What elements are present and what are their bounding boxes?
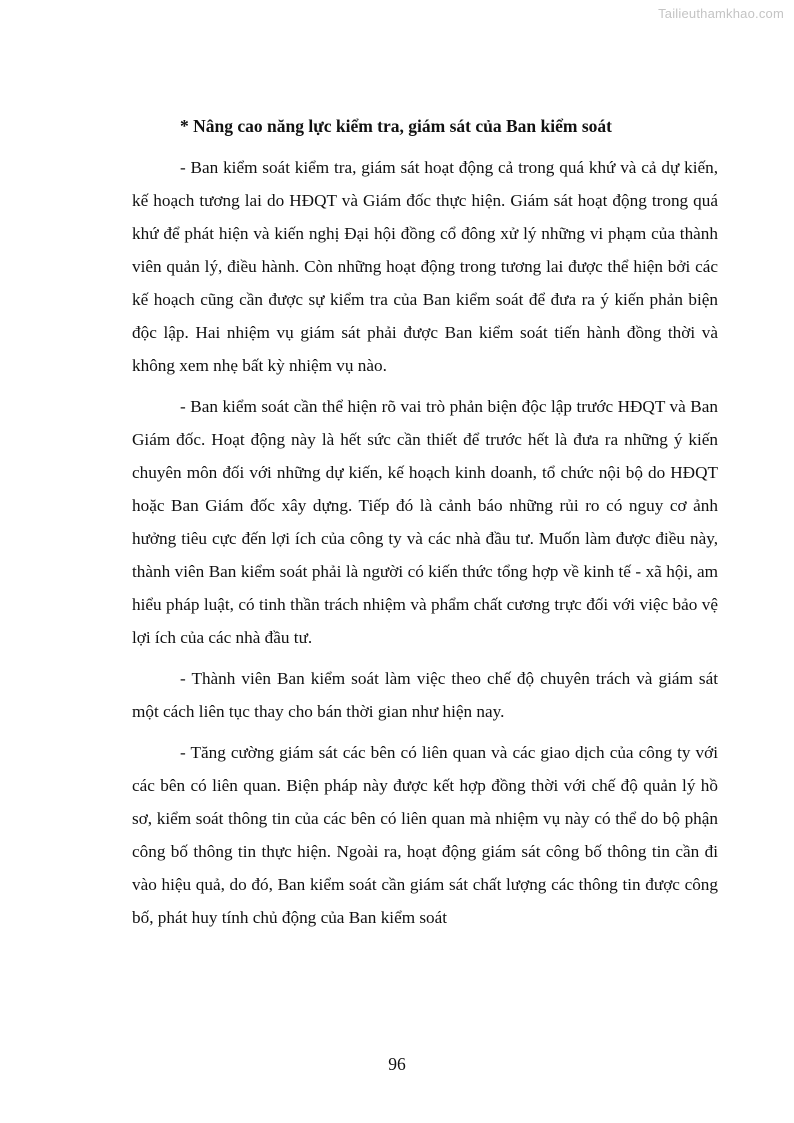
document-body <box>132 110 718 942</box>
paragraph-3: - Thành viên Ban kiểm soát làm việc theo chế độ chuyên trách và giám sát một cách liên tục thay cho bán thời gian như hiện nay. <box>132 669 718 721</box>
paragraph-4: - Tăng cường giám sát các bên có liên quan và các giao dịch của công ty với các bên có liên quan. Biện pháp này được kết hợp đồng thời với chế độ quản lý hồ sơ, kiểm soát thông tin của các bên có liên quan mà nhiệm vụ này có thể do bộ phận công bố thông tin thực hiện. Ngoài ra, hoạt động giám sát công bố thông tin cần đi vào hiệu quả, do đó, Ban kiểm soát cần giám sát chất lượng các thông tin được công bố, phát huy tính chủ động của Ban kiểm soát <box>132 743 718 927</box>
paragraph-1: - Ban kiểm soát kiểm tra, giám sát hoạt động cả trong quá khứ và cả dự kiến, kế hoạch tương lai do HĐQT và Giám đốc thực hiện. Giám sát hoạt động trong quá khứ để phát hiện và kiến nghị Đại hội đồng cổ đông xử lý những vi phạm của thành viên quản lý, điều hành. Còn những hoạt động trong tương lai được thể hiện bởi các kế hoạch cũng cần được sự kiểm tra của Ban kiểm soát để đưa ra ý kiến phản biện độc lập. Hai nhiệm vụ giám sát phải được Ban kiểm soát tiến hành đồng thời và không xem nhẹ bất kỳ nhiệm vụ nào. <box>132 158 718 375</box>
section-heading: * Nâng cao năng lực kiểm tra, giám sát của Ban kiểm soát <box>180 116 612 136</box>
watermark-text: Tailieuthamkhao.com <box>658 6 784 21</box>
paragraph-2: - Ban kiểm soát cần thể hiện rõ vai trò phản biện độc lập trước HĐQT và Ban Giám đốc. Hoạt động này là hết sức cần thiết để trước hết là đưa ra những ý kiến chuyên môn đối với những dự kiến, kế hoạch kinh doanh, tổ chức nội bộ do HĐQT hoặc Ban Giám đốc xây dựng. Tiếp đó là cảnh báo những rủi ro có nguy cơ ảnh hưởng tiêu cực đến lợi ích của công ty và các nhà đầu tư. Muốn làm được điều này, thành viên Ban kiểm soát phải là người có kiến thức tổng hợp về kinh tế - xã hội, am hiểu pháp luật, có tinh thần trách nhiệm và phẩm chất cương trực đối với việc bảo vệ lợi ích của các nhà đầu tư. <box>132 397 718 647</box>
page-number: 96 <box>388 1054 406 1074</box>
